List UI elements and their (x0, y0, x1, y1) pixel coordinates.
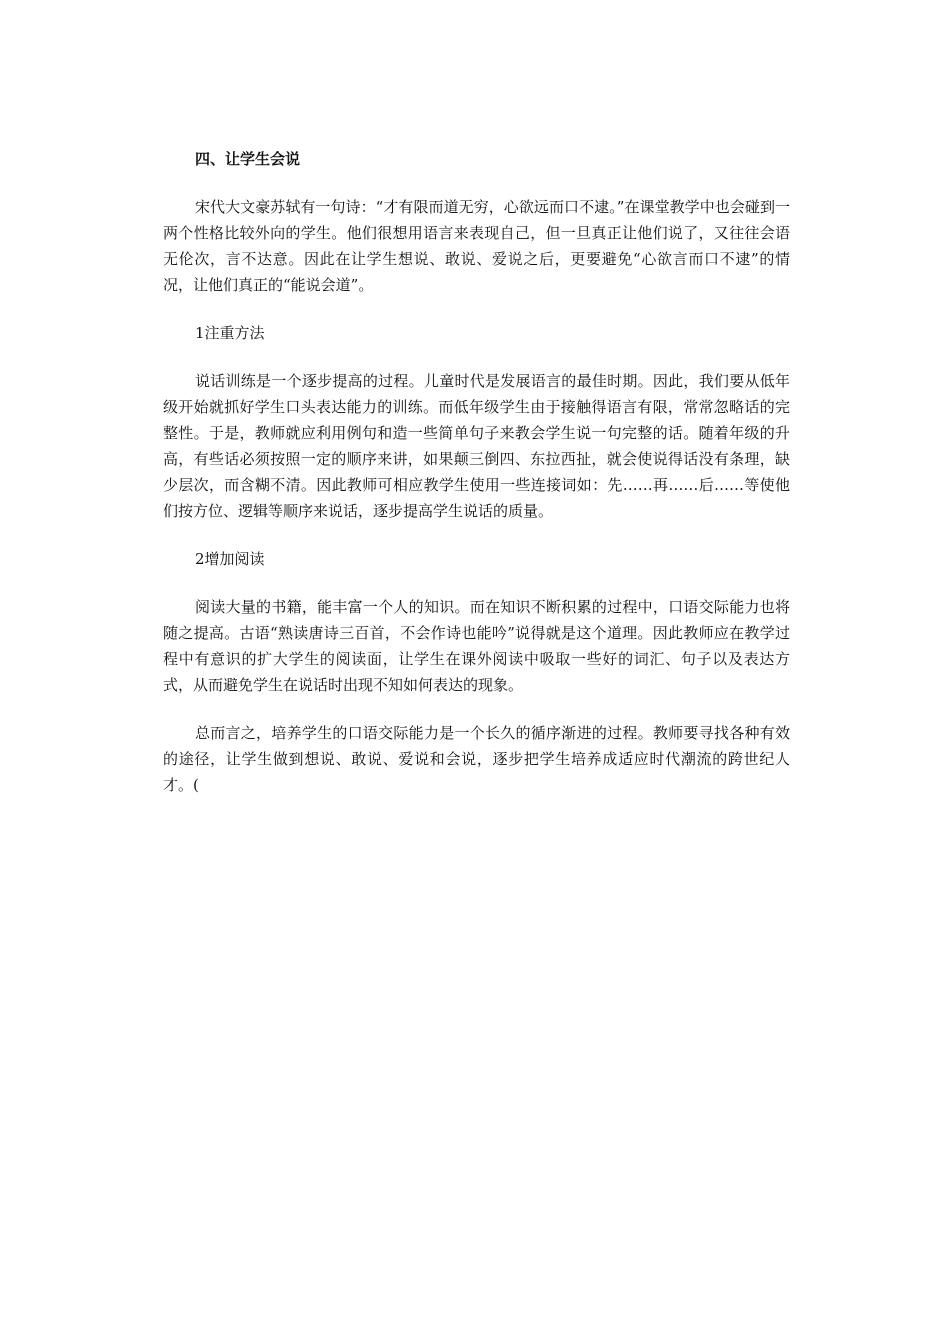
method-paragraph: 说话训练是一个逐步提高的过程。儿童时代是发展语言的最佳时期。因此，我们要从低年级开始就抓好学生口头表达能力的训练。而低年级学生由于接触得语言有限，常常忽略话的完整性。于是，教师就应利用例句和造一些简单句子来教会学生说一句完整的话。随着年级的升高，有些话必须按照一定的顺序来讲，如果颠三倒四、东拉西扯，就会使说得话没有条理，缺少层次，而含糊不清。因此教师可相应教学生使用一些连接词如：先……再……后……等使他们按方位、逻辑等顺序来说话，逐步提高学生说话的质量。 (163, 372, 790, 520)
conclusion-paragraph: 总而言之，培养学生的口语交际能力是一个长久的循序渐进的过程。教师要寻找各种有效的途径，让学生做到想说、敢说、爱说和会说，逐步把学生培养成适应时代潮流的跨世纪人才。( (163, 724, 790, 794)
reading-paragraph: 阅读大量的书籍，能丰富一个人的知识。而在知识不断积累的过程中，口语交际能力也将随之提高。古语“熟读唐诗三百首，不会作诗也能吟”说得就是这个道理。因此教师应在教学过程中有意识的扩大学生的阅读面，让学生在课外阅读中吸取一些好的词汇、句子以及表达方式，从而避免学生在说话时出现不知如何表达的现象。 (163, 598, 790, 694)
intro-paragraph: 宋代大文豪苏轼有一句诗：“才有限而道无穷，心欲远而口不逮。”在课堂教学中也会碰到一两个性格比较外向的学生。他们很想用语言来表现自己，但一旦真正让他们说了，又往往会语无伦次，言不达意。因此在让学生想说、敢说、爱说之后，更要避免“心欲言而口不逮”的情况，让他们真正的“能说会道”。 (163, 198, 790, 294)
subsection-title-reading: 2增加阅读 (195, 550, 265, 568)
section-heading: 四、让学生会说 (195, 150, 301, 168)
document-page (163, 146, 790, 820)
subsection-title-method: 1注重方法 (195, 324, 265, 342)
